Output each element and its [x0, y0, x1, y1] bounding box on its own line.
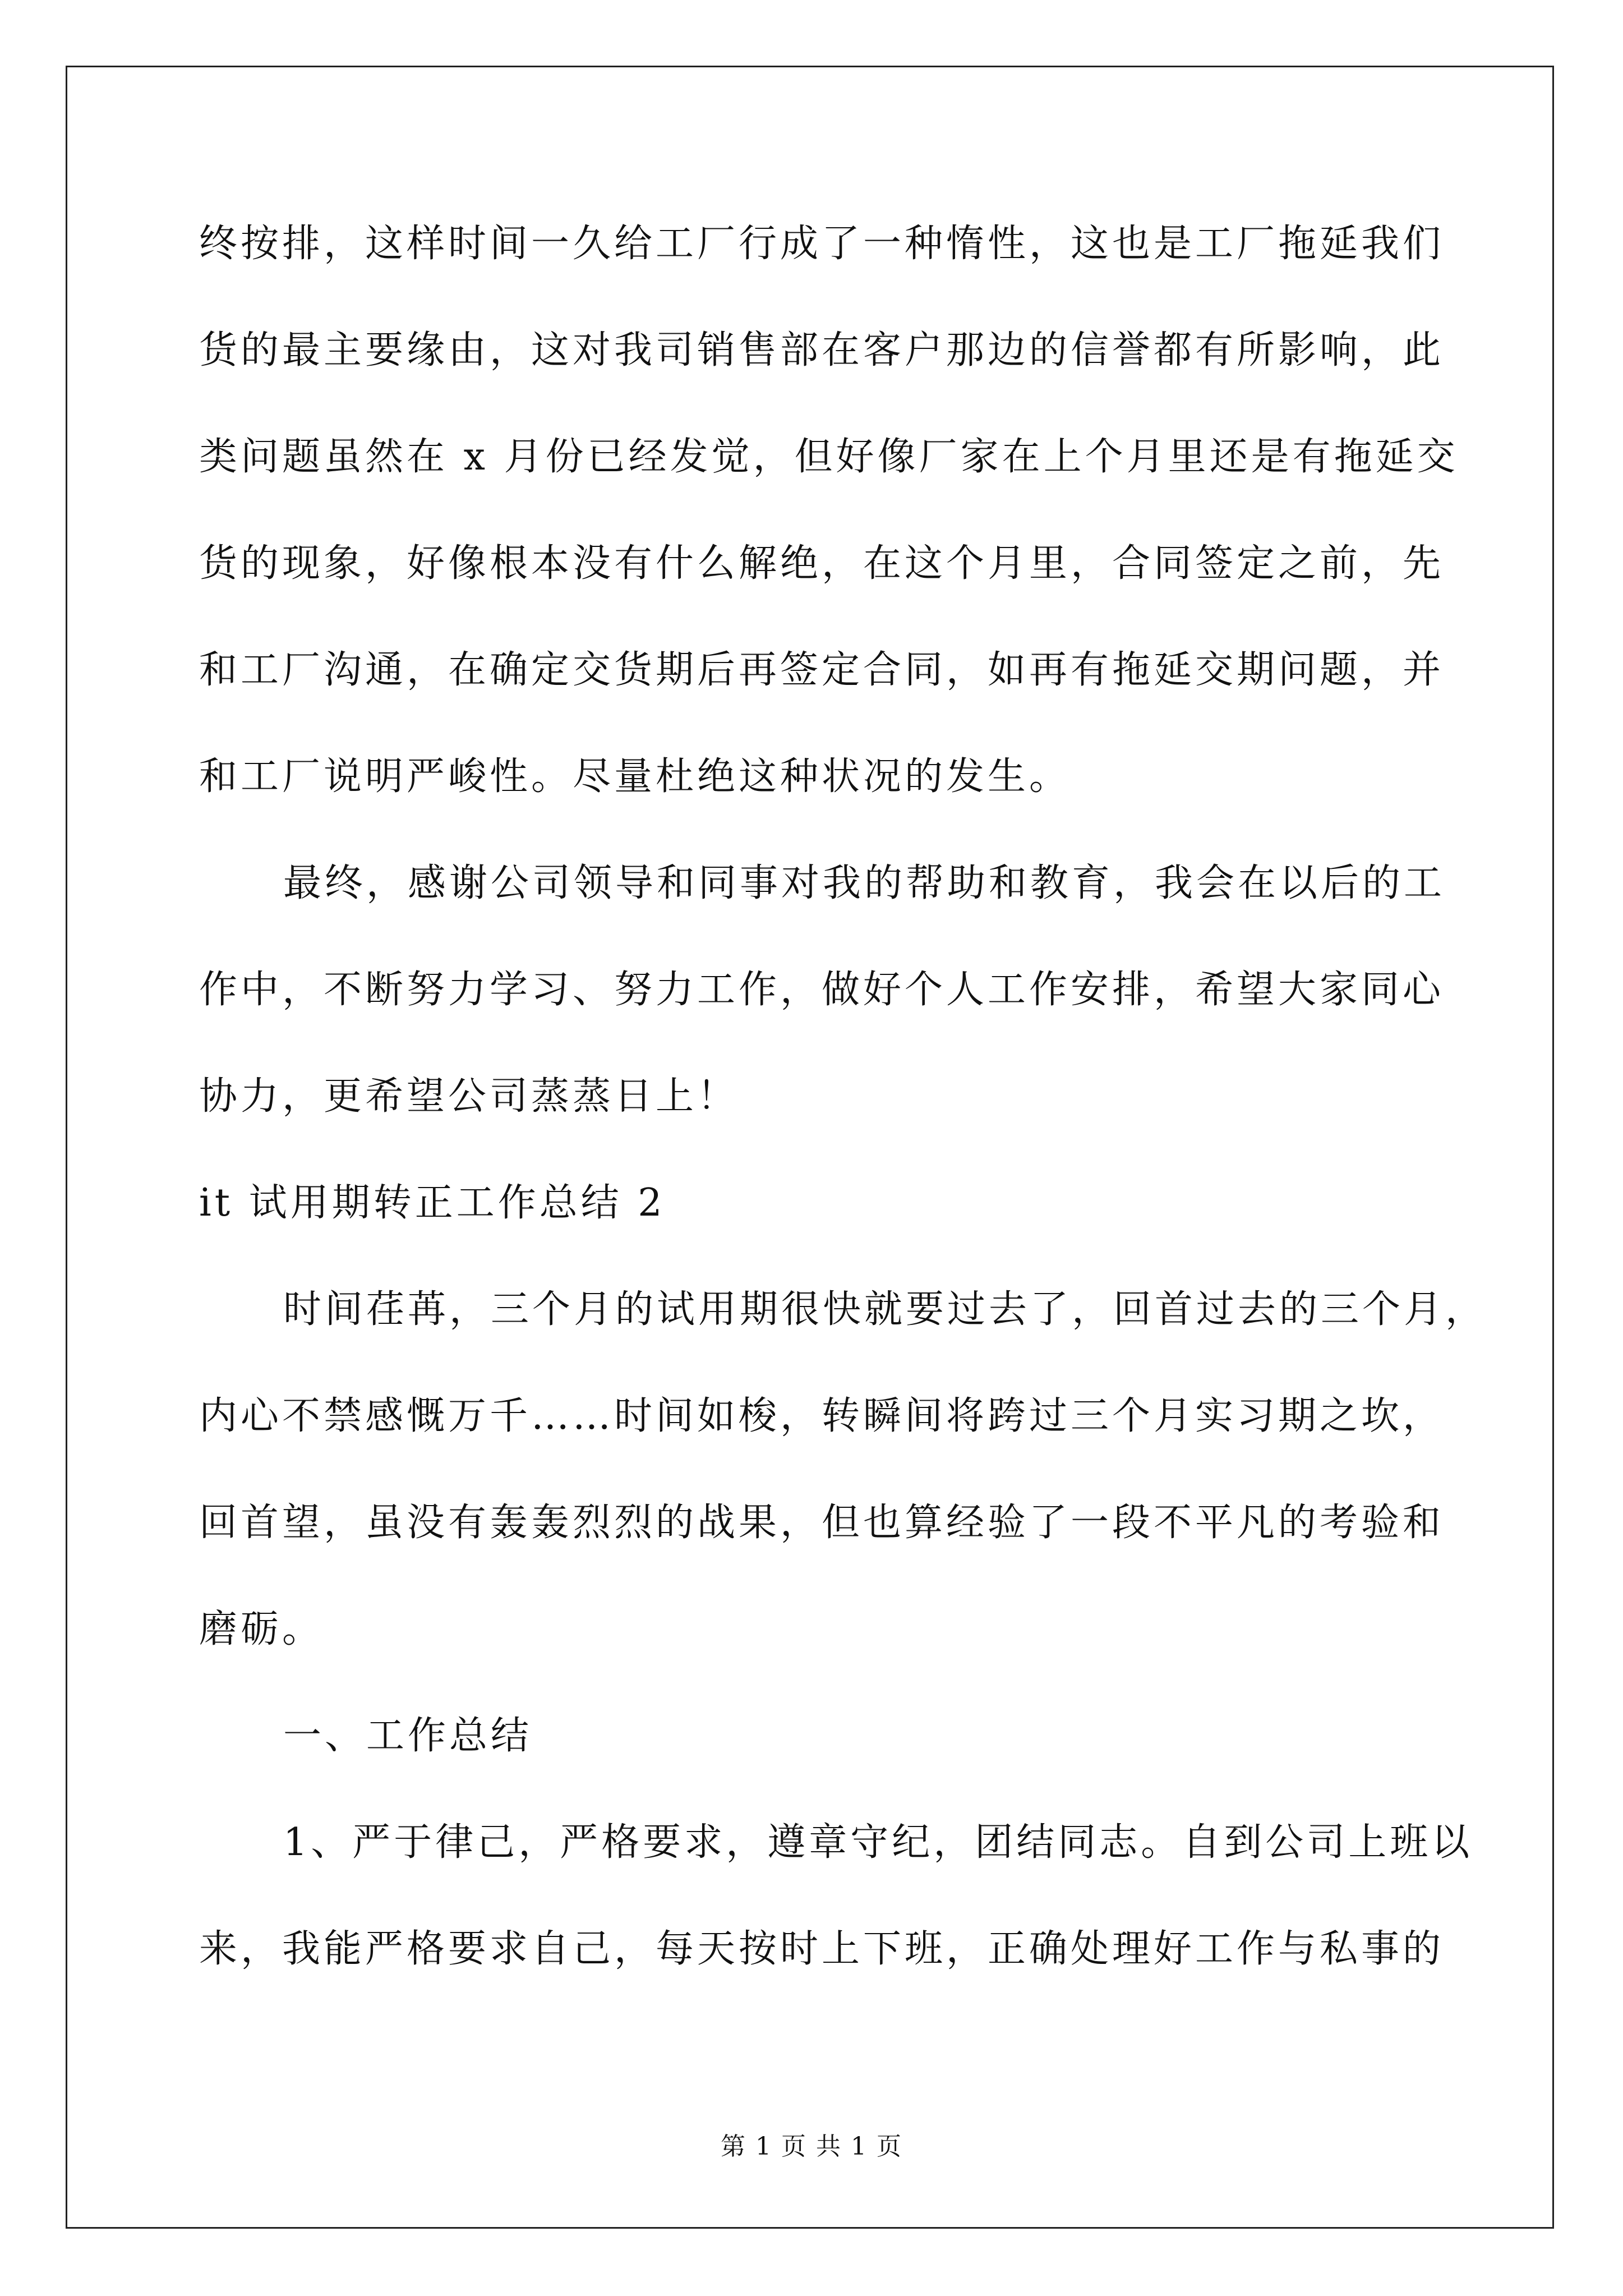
text-line: 协力，更希望公司蒸蒸日上！: [199, 1074, 739, 1119]
text-line: 货的最主要缘由，这对我司销售部在客户那边的信誉都有所影响，此: [199, 328, 1445, 372]
page-border: [66, 66, 1554, 2229]
paragraph-start: 1、严于律己，严格要求，遵章守纪，团结同志。自到公司上班以: [283, 1820, 1473, 1865]
text-line: 货的现象，好像根本没有什么解绝，在这个月里，合同签定之前，先: [199, 541, 1445, 586]
text-line: 来，我能严格要求自己，每天按时上下班，正确处理好工作与私事的: [199, 1927, 1445, 1971]
text-line: 内心不禁感慨万千……时间如梭，转瞬间将跨过三个月实习期之坎，: [199, 1394, 1445, 1438]
text-line: 回首望，虽没有轰轰烈烈的战果，但也算经验了一段不平凡的考验和: [199, 1501, 1445, 1545]
section-heading: it 试用期转正工作总结 2: [199, 1181, 666, 1225]
paragraph-start: 最终，感谢公司领导和同事对我的帮助和教育，我会在以后的工: [283, 861, 1446, 905]
paragraph-start: 时间荏苒，三个月的试用期很快就要过去了，回首过去的三个月，: [283, 1287, 1487, 1332]
text-line: 和工厂沟通，在确定交货期后再签定合同，如再有拖延交期问题，并: [199, 648, 1445, 692]
subheading: 一、工作总结: [283, 1714, 533, 1758]
text-line: 和工厂说明严峻性。尽量杜绝这种状况的发生。: [199, 754, 1071, 799]
text-line: 终按排，这样时间一久给工厂行成了一种惰性，这也是工厂拖延我们: [199, 222, 1445, 266]
text-line: 类问题虽然在 x 月份已经发觉，但好像厂家在上个月里还是有拖延交: [199, 435, 1459, 479]
text-line: 磨砺。: [199, 1607, 324, 1651]
page-footer: 第 1 页 共 1 页: [721, 2132, 902, 2161]
text-line: 作中，不断努力学习、努力工作，做好个人工作安排，希望大家同心: [199, 968, 1445, 1012]
